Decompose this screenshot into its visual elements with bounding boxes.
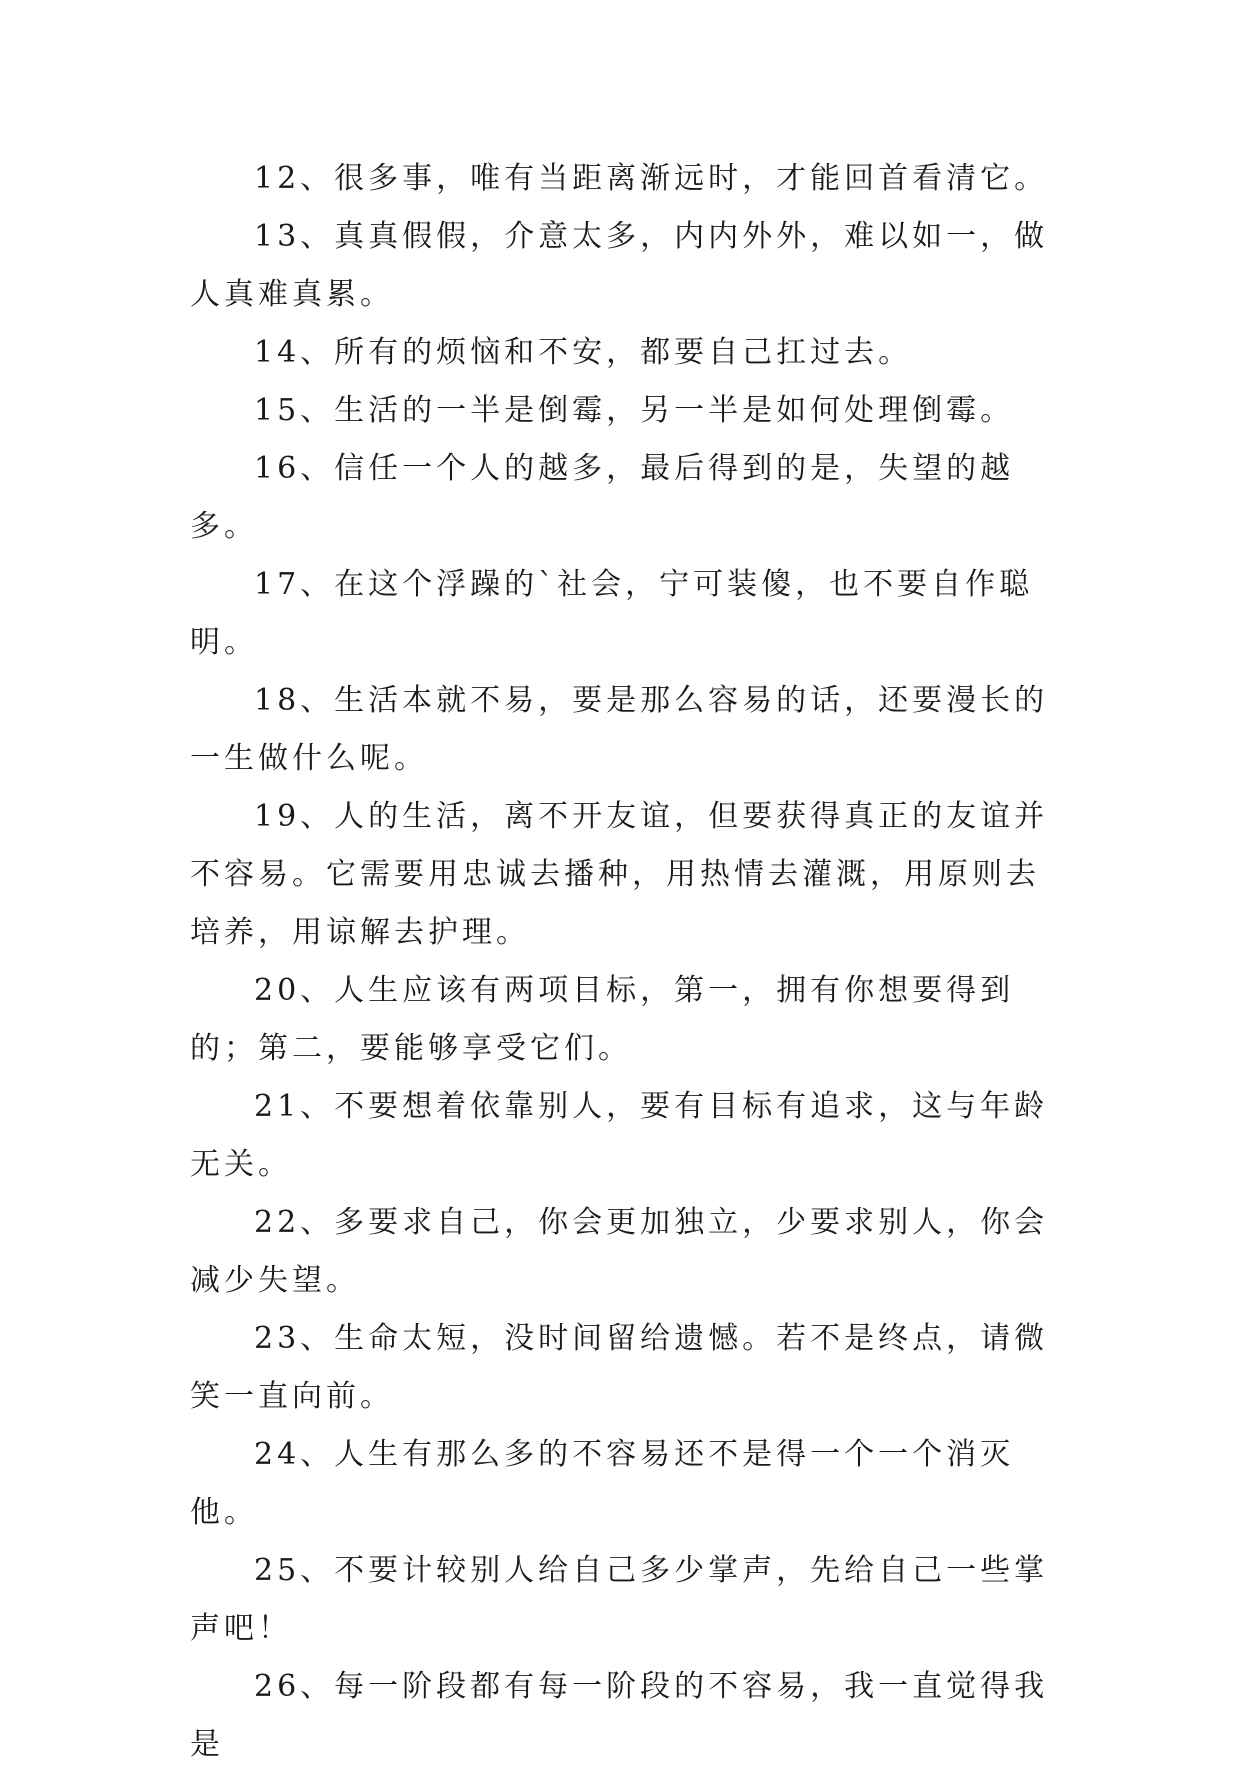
paragraph-26: 26、每一阶段都有每一阶段的不容易，我一直觉得我是 [190,1669,1049,1762]
document-body [190,150,1070,1774]
paragraph-20: 20、人生应该有两项目标，第一，拥有你想要得到的；第二，要能够享受它们。 [190,973,1015,1066]
paragraph-14: 14、所有的烦恼和不安，都要自己扛过去。 [254,335,913,370]
paragraph-23: 23、生命太短，没时间留给遗憾。若不是终点，请微笑一直向前。 [190,1321,1049,1414]
paragraph-25: 25、不要计较别人给自己多少掌声，先给自己一些掌声吧！ [190,1553,1049,1646]
paragraph-21: 21、不要想着依靠别人，要有目标有追求，这与年龄无关。 [190,1089,1049,1182]
paragraph-12: 12、很多事，唯有当距离渐远时，才能回首看清它。 [254,161,1049,196]
paragraph-19: 19、人的生活，离不开友谊，但要获得真正的友谊并不容易。它需要用忠诚去播种，用热情去灌溉，用原则去培养，用谅解去护理。 [190,799,1049,950]
paragraph-24: 24、人生有那么多的不容易还不是得一个一个消灭他。 [190,1437,1015,1530]
paragraph-13: 13、真真假假，介意太多，内内外外，难以如一，做人真难真累。 [190,219,1049,312]
paragraph-22: 22、多要求自己，你会更加独立，少要求别人，你会减少失望。 [190,1205,1049,1298]
paragraph-17: 17、在这个浮躁的`社会，宁可装傻，也不要自作聪明。 [190,567,1034,660]
paragraph-16: 16、信任一个人的越多，最后得到的是，失望的越多。 [190,451,1015,544]
paragraph-15: 15、生活的一半是倒霉，另一半是如何处理倒霉。 [254,393,1015,428]
paragraph-18: 18、生活本就不易，要是那么容易的话，还要漫长的一生做什么呢。 [190,683,1049,776]
